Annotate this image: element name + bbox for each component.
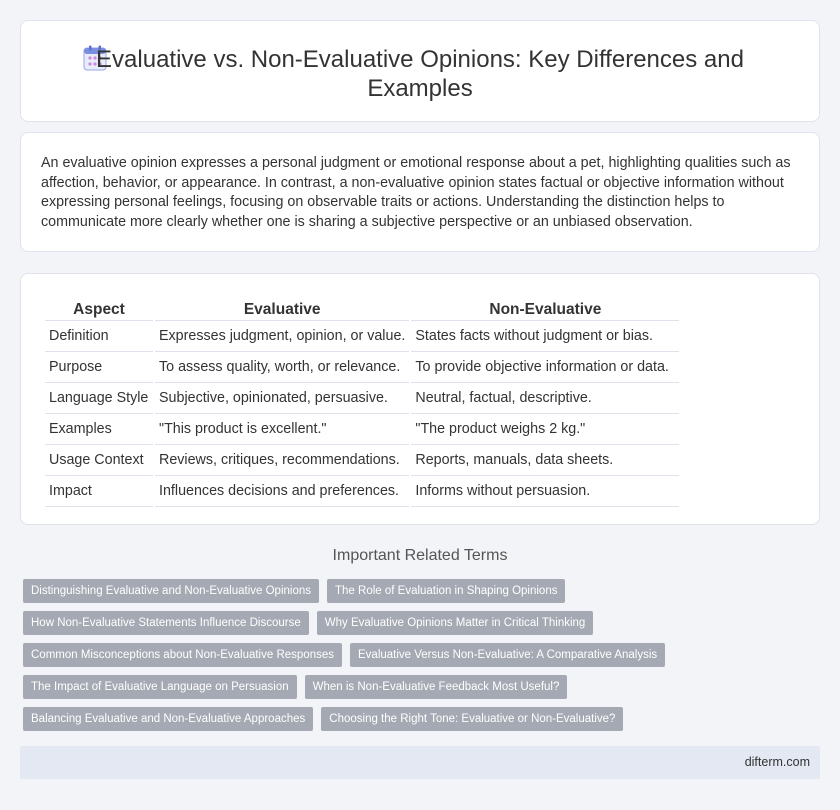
table-cell: Usage Context — [45, 445, 153, 476]
table-row — [45, 476, 679, 507]
related-terms-row — [23, 707, 823, 731]
table-cell: Language Style — [45, 383, 153, 414]
table-row — [45, 414, 679, 445]
footer — [20, 746, 820, 779]
related-term-link[interactable]: How Non-Evaluative Statements Influence Discourse — [23, 611, 309, 635]
table-header-aspect: Aspect — [45, 297, 153, 321]
related-terms-row — [23, 675, 823, 699]
table-header-non-evaluative: Non-Evaluative — [411, 297, 679, 321]
related-term-link[interactable]: Why Evaluative Opinions Matter in Critical Thinking — [317, 611, 594, 635]
table-cell: Subjective, opinionated, persuasive. — [155, 383, 409, 414]
table-cell: Expresses judgment, opinion, or value. — [155, 321, 409, 352]
table-cell: Impact — [45, 476, 153, 507]
table-cell: "The product weighs 2 kg." — [411, 414, 679, 445]
related-terms-title: Important Related Terms — [332, 547, 508, 564]
page-title-line2: Examples — [367, 75, 473, 102]
footer-site-link[interactable]: difterm.com — [744, 755, 810, 769]
page-title-line1: Evaluative vs. Non-Evaluative Opinions: Key Differences and — [96, 46, 744, 73]
intro-text: An evaluative opinion expresses a personal judgment or emotional response about a pet, highlighting qualities such as affection, behavior, or appearance. In contrast, a non-evaluative opinion states factual or objective information without expressing personal feelings, focusing on observable traits or actions. Understanding the distinction helps to communicate more clearly whether one is sharing a subjective perspective or an unbiased observation. — [41, 155, 791, 230]
related-term-link[interactable]: The Impact of Evaluative Language on Persuasion — [23, 675, 297, 699]
table-cell: "This product is excellent." — [155, 414, 409, 445]
comparison-table-card — [20, 273, 820, 525]
related-terms-row — [23, 579, 823, 603]
table-row — [45, 321, 679, 352]
related-term-link[interactable]: Balancing Evaluative and Non-Evaluative Approaches — [23, 707, 313, 731]
related-terms-row — [23, 643, 823, 667]
table-cell: Reviews, critiques, recommendations. — [155, 445, 409, 476]
related-term-link[interactable]: Common Misconceptions about Non-Evaluative Responses — [23, 643, 342, 667]
page-title — [21, 45, 819, 103]
comparison-table — [43, 297, 681, 507]
related-term-link[interactable]: When is Non-Evaluative Feedback Most Useful? — [305, 675, 568, 699]
table-header-evaluative: Evaluative — [155, 297, 409, 321]
table-row — [45, 352, 679, 383]
table-cell: To assess quality, worth, or relevance. — [155, 352, 409, 383]
table-row — [45, 445, 679, 476]
table-cell: Influences decisions and preferences. — [155, 476, 409, 507]
table-header-row — [45, 297, 679, 321]
table-cell: Purpose — [45, 352, 153, 383]
table-row — [45, 383, 679, 414]
related-terms-list — [23, 579, 823, 739]
table-cell: Neutral, factual, descriptive. — [411, 383, 679, 414]
table-cell: To provide objective information or data. — [411, 352, 679, 383]
related-terms-row — [23, 611, 823, 635]
table-cell: Definition — [45, 321, 153, 352]
table-cell: Informs without persuasion. — [411, 476, 679, 507]
related-term-link[interactable]: The Role of Evaluation in Shaping Opinions — [327, 579, 565, 603]
table-cell: Reports, manuals, data sheets. — [411, 445, 679, 476]
table-cell: Examples — [45, 414, 153, 445]
table-cell: States facts without judgment or bias. — [411, 321, 679, 352]
related-term-link[interactable]: Distinguishing Evaluative and Non-Evaluative Opinions — [23, 579, 319, 603]
header-card — [20, 20, 820, 122]
related-term-link[interactable]: Evaluative Versus Non-Evaluative: A Comparative Analysis — [350, 643, 665, 667]
related-term-link[interactable]: Choosing the Right Tone: Evaluative or Non-Evaluative? — [321, 707, 623, 731]
intro-card — [20, 132, 820, 252]
